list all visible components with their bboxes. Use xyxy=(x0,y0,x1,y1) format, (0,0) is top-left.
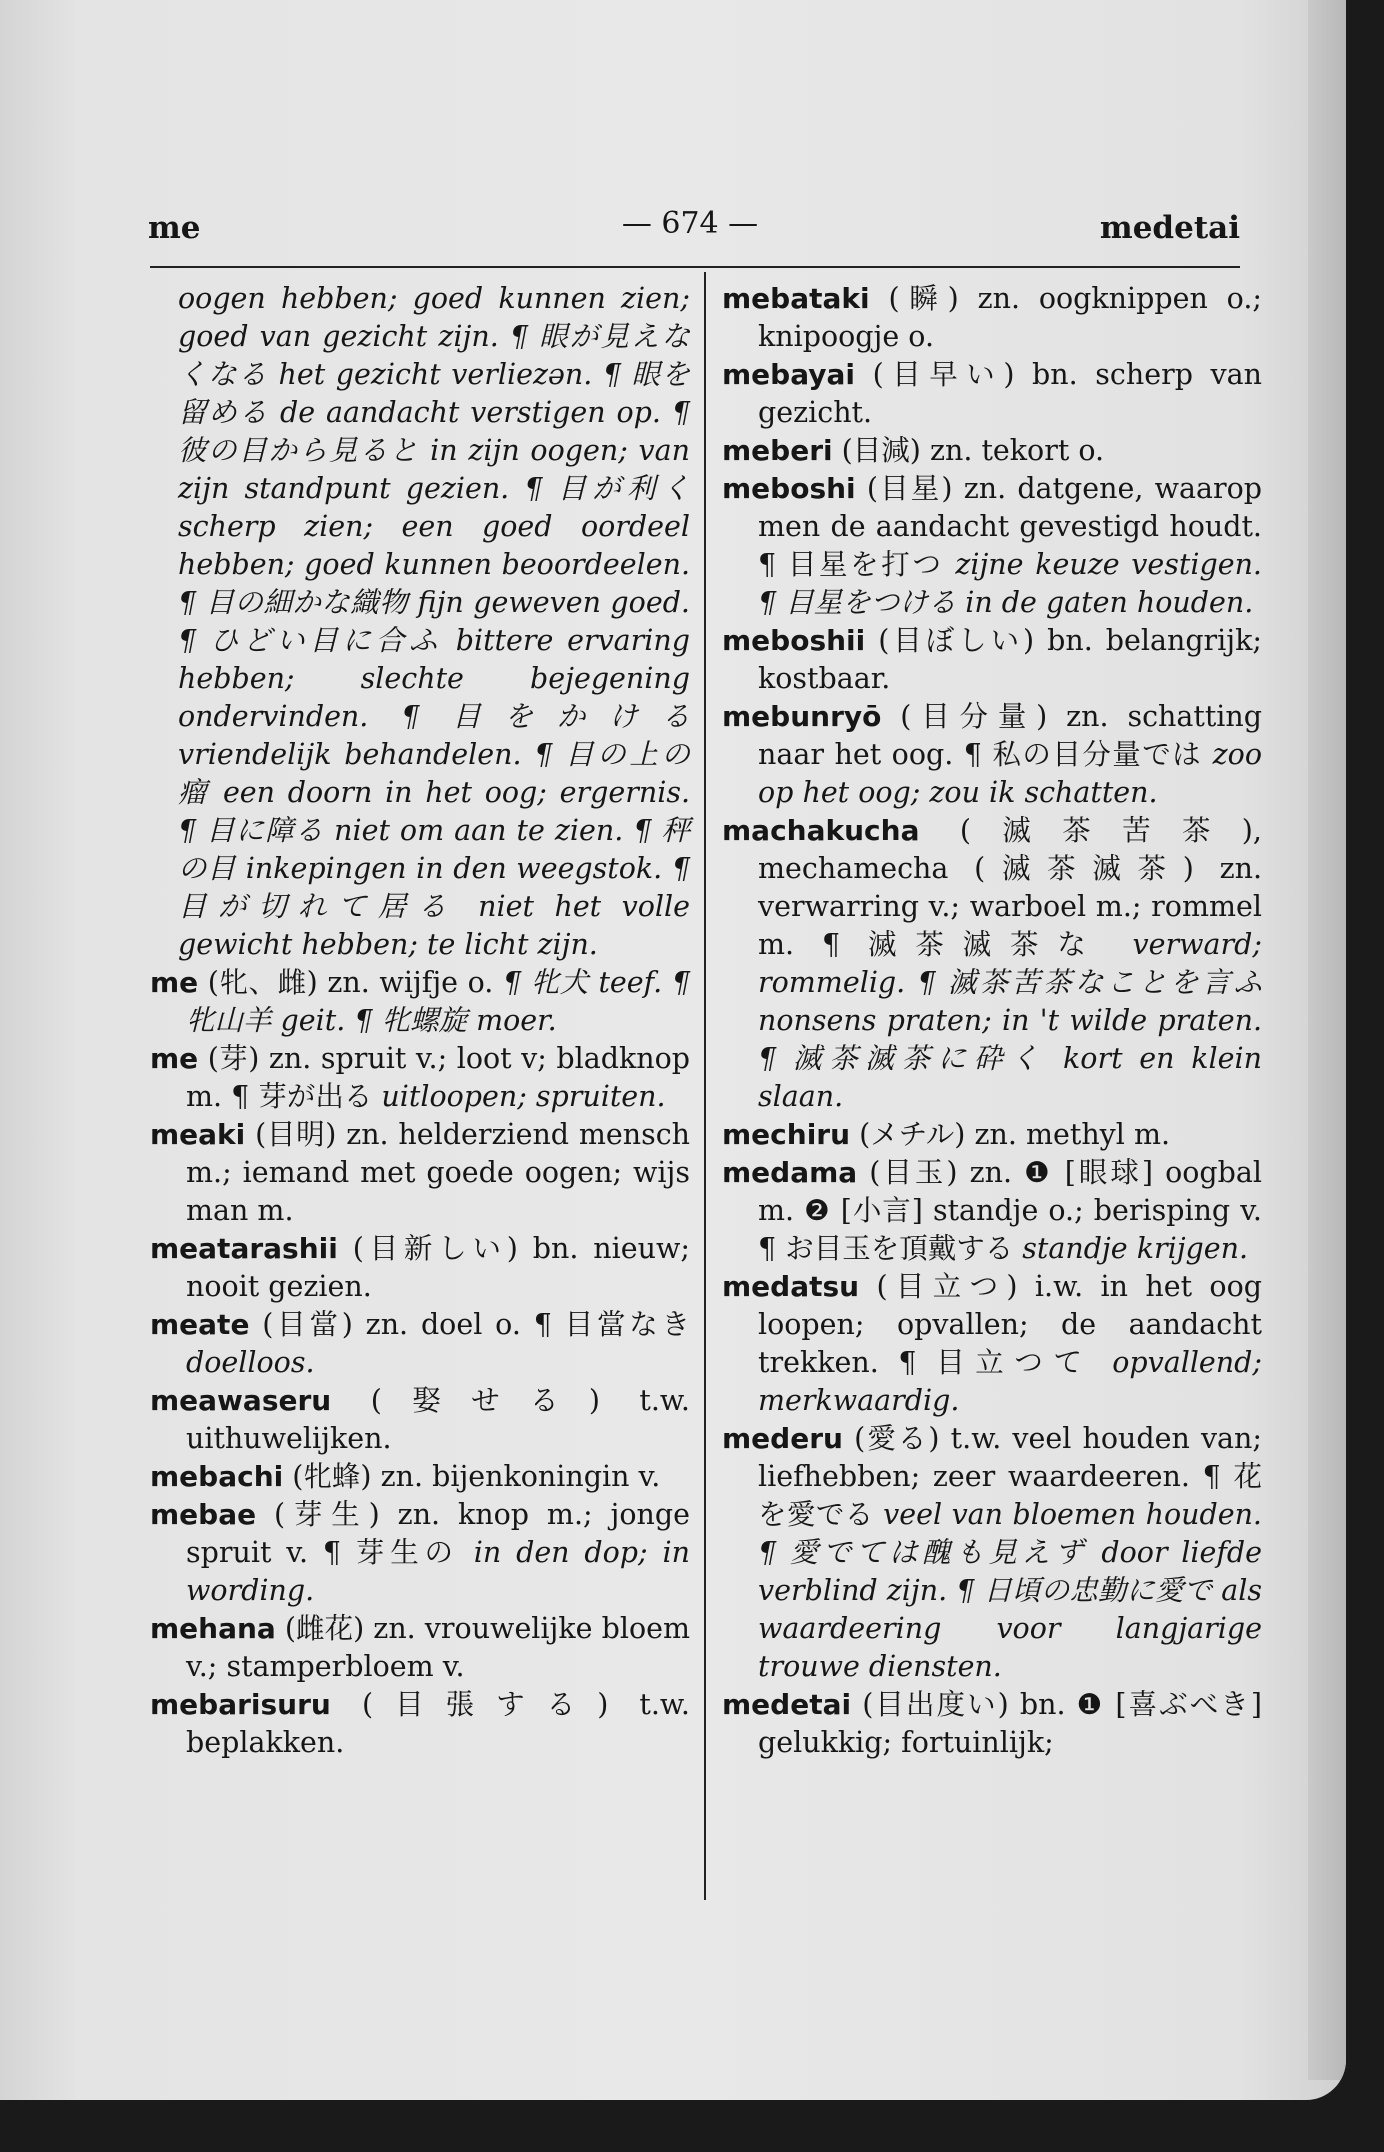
entry-headword: me xyxy=(150,966,199,999)
dictionary-entry xyxy=(722,698,1262,812)
dictionary-entry xyxy=(722,470,1262,622)
entry-body: (目出度い) bn. ❶ [喜ぶべき] gelukkig; fortuinlijk; xyxy=(758,1688,1262,1759)
entry-body: (目早い) bn. scherp van gezicht. xyxy=(758,358,1262,429)
entry-body: (愛る) t.w. veel houden van; liefhebben; zeer waardeeren. ¶ 花を愛でる xyxy=(758,1422,1262,1531)
entry-body: (目玉) zn. ❶ [眼球] oogbal m. ❷ [小言] standje o.; berisping v. ¶ お目玉を頂戴する xyxy=(758,1156,1262,1265)
entry-headword: mehana xyxy=(150,1612,276,1645)
dictionary-entry xyxy=(150,280,690,964)
entry-example: veel van bloemen houden. ¶ 愛でては醜も見えず door liefde verblind zijn. ¶ 日頃の忠勤に愛で als waardeering voor langjarige trouwe diensten. xyxy=(758,1498,1262,1683)
entry-example: zoo op het oog; zou ik schatten. xyxy=(758,738,1262,809)
entry-headword: meboshi xyxy=(722,472,856,505)
entry-headword: medatsu xyxy=(722,1270,860,1303)
dictionary-entry xyxy=(150,1496,690,1610)
dictionary-entry xyxy=(150,1040,690,1116)
dictionary-entry xyxy=(150,964,690,1040)
entry-body: (目減) zn. tekort o. xyxy=(841,434,1105,467)
entry-body: (瞬) zn. oogknippen o.; knipoogje o. xyxy=(758,282,1262,353)
dictionary-entry xyxy=(722,1268,1262,1420)
entry-body: (滅茶苦茶), mechamecha (滅茶滅茶) zn. verwarring v.; warboel m.; rommel m. ¶ 滅茶滅茶な xyxy=(758,814,1262,961)
entry-headword: meberi xyxy=(722,434,833,467)
dictionary-entry xyxy=(722,1154,1262,1268)
running-head-last-word: medetai xyxy=(1099,210,1240,246)
running-head xyxy=(140,200,1240,260)
entry-body: (目新しい) bn. nieuw; nooit gezien. xyxy=(186,1232,690,1303)
entry-body: (芽生) zn. knop m.; jonge spruit v. ¶ 芽生の xyxy=(186,1498,690,1569)
page-edge xyxy=(1308,0,1346,2080)
entry-body: (目明) zn. helderziend mensch m.; iemand met goede oogen; wijs man m. xyxy=(186,1118,691,1227)
entry-example: doelloos. xyxy=(186,1346,315,1379)
right-column xyxy=(722,280,1262,1762)
dictionary-entry xyxy=(722,1686,1262,1762)
dictionary-entry xyxy=(150,1382,690,1458)
dictionary-entry xyxy=(722,1420,1262,1686)
entry-body: (牝蜂) zn. bijenkoningin v. xyxy=(292,1460,661,1493)
dictionary-entry xyxy=(722,432,1262,470)
column-divider xyxy=(704,272,706,1900)
entry-headword: meboshii xyxy=(722,624,866,657)
entry-headword: meawaseru xyxy=(150,1384,332,1417)
entry-body: (目ぼしい) bn. belangrijk; kostbaar. xyxy=(758,624,1263,695)
dictionary-entry xyxy=(722,812,1262,1116)
entry-example: uitloopen; spruiten. xyxy=(381,1080,666,1113)
entry-body: (芽) zn. spruit v.; loot v; bladknop m. ¶ 芽が出る xyxy=(186,1042,690,1113)
entry-headword: mebunryō xyxy=(722,700,882,733)
entry-headword: meate xyxy=(150,1308,250,1341)
dictionary-entry xyxy=(722,356,1262,432)
dictionary-entry xyxy=(722,1116,1262,1154)
entry-example: ¶ 牝犬 teef. ¶牝山羊 geit. ¶ 牝螺旋 moer. xyxy=(186,966,690,1037)
entry-headword: mederu xyxy=(722,1422,843,1455)
dictionary-entry xyxy=(150,1610,690,1686)
entry-headword: meatarashii xyxy=(150,1232,338,1265)
entry-headword: mebae xyxy=(150,1498,257,1531)
dictionary-entry xyxy=(150,1306,690,1382)
dictionary-entry xyxy=(150,1116,690,1230)
dictionary-entry xyxy=(722,622,1262,698)
entry-headword: mebarisuru xyxy=(150,1688,331,1721)
entry-headword: mebataki xyxy=(722,282,870,315)
entry-headword: medetai xyxy=(722,1688,852,1721)
entry-example: verward; rommelig. ¶ 滅茶苦茶なことを言ふ nonsens praten; in 't wilde praten. ¶ 滅茶滅茶に砕く kort en klein slaan. xyxy=(758,928,1262,1113)
entry-headword: mebayai xyxy=(722,358,855,391)
left-column xyxy=(150,280,690,1762)
entry-body: (目立つ) i.w. in het oog loopen; opvallen; de aandacht trekken. ¶ 目立つて xyxy=(758,1270,1262,1379)
dictionary-entry xyxy=(150,1686,690,1762)
page-number: — 674 — xyxy=(621,206,759,241)
entry-headword: medama xyxy=(722,1156,858,1189)
entry-example: standje krijgen. xyxy=(1022,1232,1249,1265)
entry-body: (牝、雌) zn. wijfje o. xyxy=(207,966,503,999)
entry-example: opvallend; merkwaardig. xyxy=(758,1346,1262,1417)
entry-example: oogen hebben; goed kunnen zien; goed van gezicht zijn. ¶ 眼が見えなくなる het gezicht verliezən. ¶ 眼を留める de aandacht verstigen op. ¶ 彼の目から見ると in zijn oogen; van zijn standpunt gezien. ¶ 目が利く scherp zien; een goed oordeel hebben; goed kunnen beoordeelen. ¶ 目の細かな織物 fijn geweven goed. ¶ ひどい目に合ふ bittere ervaring hebben; slechte bejegening ondervinden. ¶ 目をかける vriendelijk behandelen. ¶ 目の上の瘤 een doorn in het oog; ergernis. ¶ 目に障る niet om aan te zien. ¶ 秤の目 inkepingen in den weegstok. ¶ 目が切れて居る niet het volle gewicht hebben; te licht zijn. xyxy=(178,282,690,961)
entry-body: (娶せる) t.w. uithuwelijken. xyxy=(186,1384,690,1455)
dictionary-entry xyxy=(150,1458,690,1496)
dictionary-entry xyxy=(722,280,1262,356)
entry-headword: machakucha xyxy=(722,814,920,847)
entry-example: zijne keuze vestigen. ¶ 目星をつける in de gaten houden. xyxy=(758,548,1262,619)
entry-body: (目分量) zn. schatting naar het oog. ¶ 私の目分量では xyxy=(758,700,1263,771)
running-head-first-word: me xyxy=(148,210,201,246)
entry-body: (メチル) zn. methyl m. xyxy=(859,1118,1171,1151)
entry-headword: me xyxy=(150,1042,199,1075)
entry-headword: mechiru xyxy=(722,1118,851,1151)
dictionary-entry xyxy=(150,1230,690,1306)
entry-body: (目當) zn. doel o. ¶ 目當なき xyxy=(262,1308,691,1341)
entry-body: (目張する) t.w. beplakken. xyxy=(186,1688,690,1759)
entry-body: (目星) zn. datgene, waarop men de aandacht gevestigd houdt. ¶ 目星を打つ xyxy=(758,472,1262,581)
entry-example: in den dop; in wording. xyxy=(186,1536,690,1607)
entry-body: (雌花) zn. vrouwelijke bloem v.; stamperbloem v. xyxy=(186,1612,690,1683)
entry-headword: mebachi xyxy=(150,1460,284,1493)
header-rule xyxy=(150,266,1240,268)
entry-headword: meaki xyxy=(150,1118,246,1151)
